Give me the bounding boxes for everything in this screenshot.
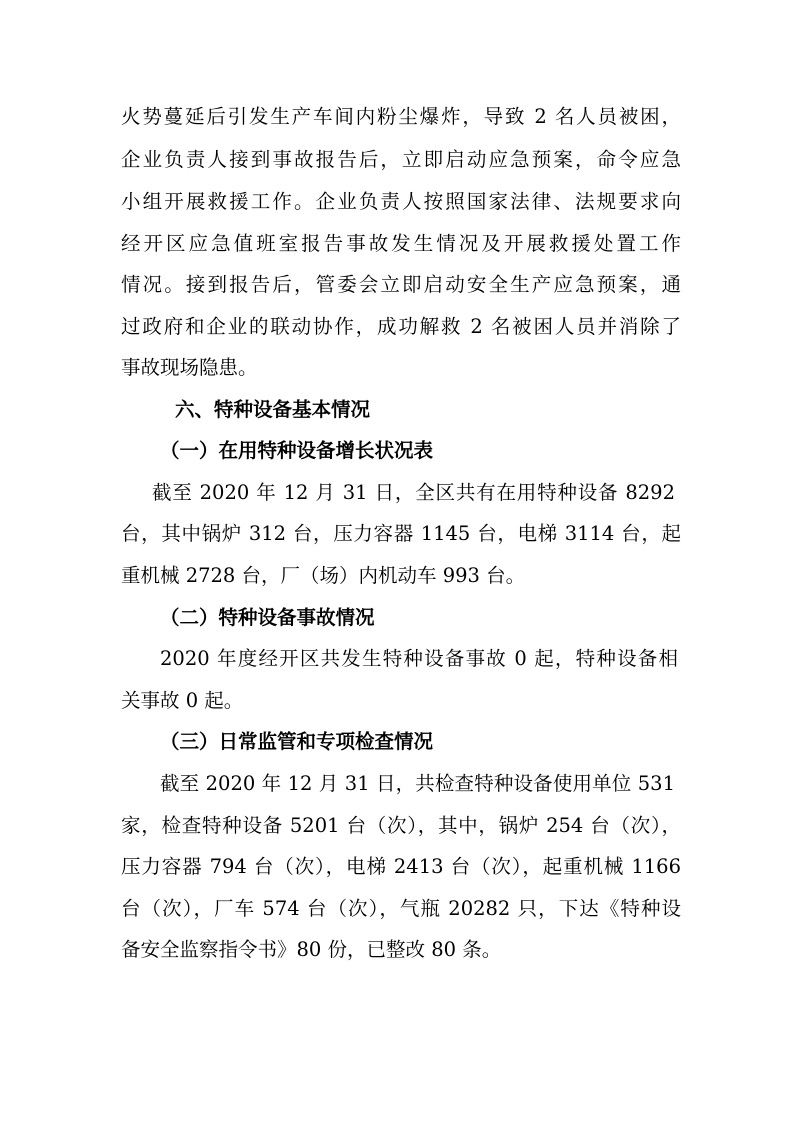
section-heading: 六、特种设备基本情况 [175,398,371,421]
paragraph-line: 台，其中锅炉 312 台，压力容器 1145 台，电梯 3114 台，起 [121,522,681,545]
paragraph-line: 过政府和企业的联动协作，成功解救 2 名被困人员并消除了 [121,315,681,338]
paragraph-line: 台（次），厂车 574 台（次），气瓶 20282 只，下达《特种设 [121,897,681,920]
paragraph-line: 重机械 2728 台，厂（场）内机动车 993 台。 [121,564,526,587]
subsection-heading: （一）在用特种设备增长状况表 [160,439,434,462]
subsection-heading: （三）日常监管和专项检查情况 [160,730,434,753]
paragraph-line: 2020 年度经开区共发生特种设备事故 0 起，特种设备相 [160,647,678,670]
paragraph-line: 火势蔓延后引发生产车间内粉尘爆炸，导致 2 名人员被困， [121,105,681,128]
paragraph-line: 备安全监察指令书》80 份，已整改 80 条。 [121,938,502,961]
paragraph-line: 家，检查特种设备 5201 台（次），其中，锅炉 254 台（次）， [121,814,681,837]
paragraph-line: 事故现场隐患。 [121,356,258,379]
paragraph-line: 关事故 0 起。 [121,689,244,712]
paragraph-line: 截至 2020 年 12 月 31 日，共检查特种设备使用单位 531 [160,772,675,795]
paragraph-line: 压力容器 794 台（次），电梯 2413 台（次），起重机械 1166 [121,855,681,878]
paragraph-line: 截至 2020 年 12 月 31 日，全区共有在用特种设备 8292 [152,481,675,504]
paragraph-line: 企业负责人接到事故报告后，立即启动应急预案，命令应急 [121,148,681,171]
paragraph-line: 经开区应急值班室报告事故发生情况及开展救援处置工作 [121,232,681,255]
paragraph-line: 小组开展救援工作。企业负责人按照国家法律、法规要求向 [121,190,681,213]
subsection-heading: （二）特种设备事故情况 [160,606,375,629]
paragraph-line: 情况。接到报告后，管委会立即启动安全生产应急预案，通 [121,273,681,296]
